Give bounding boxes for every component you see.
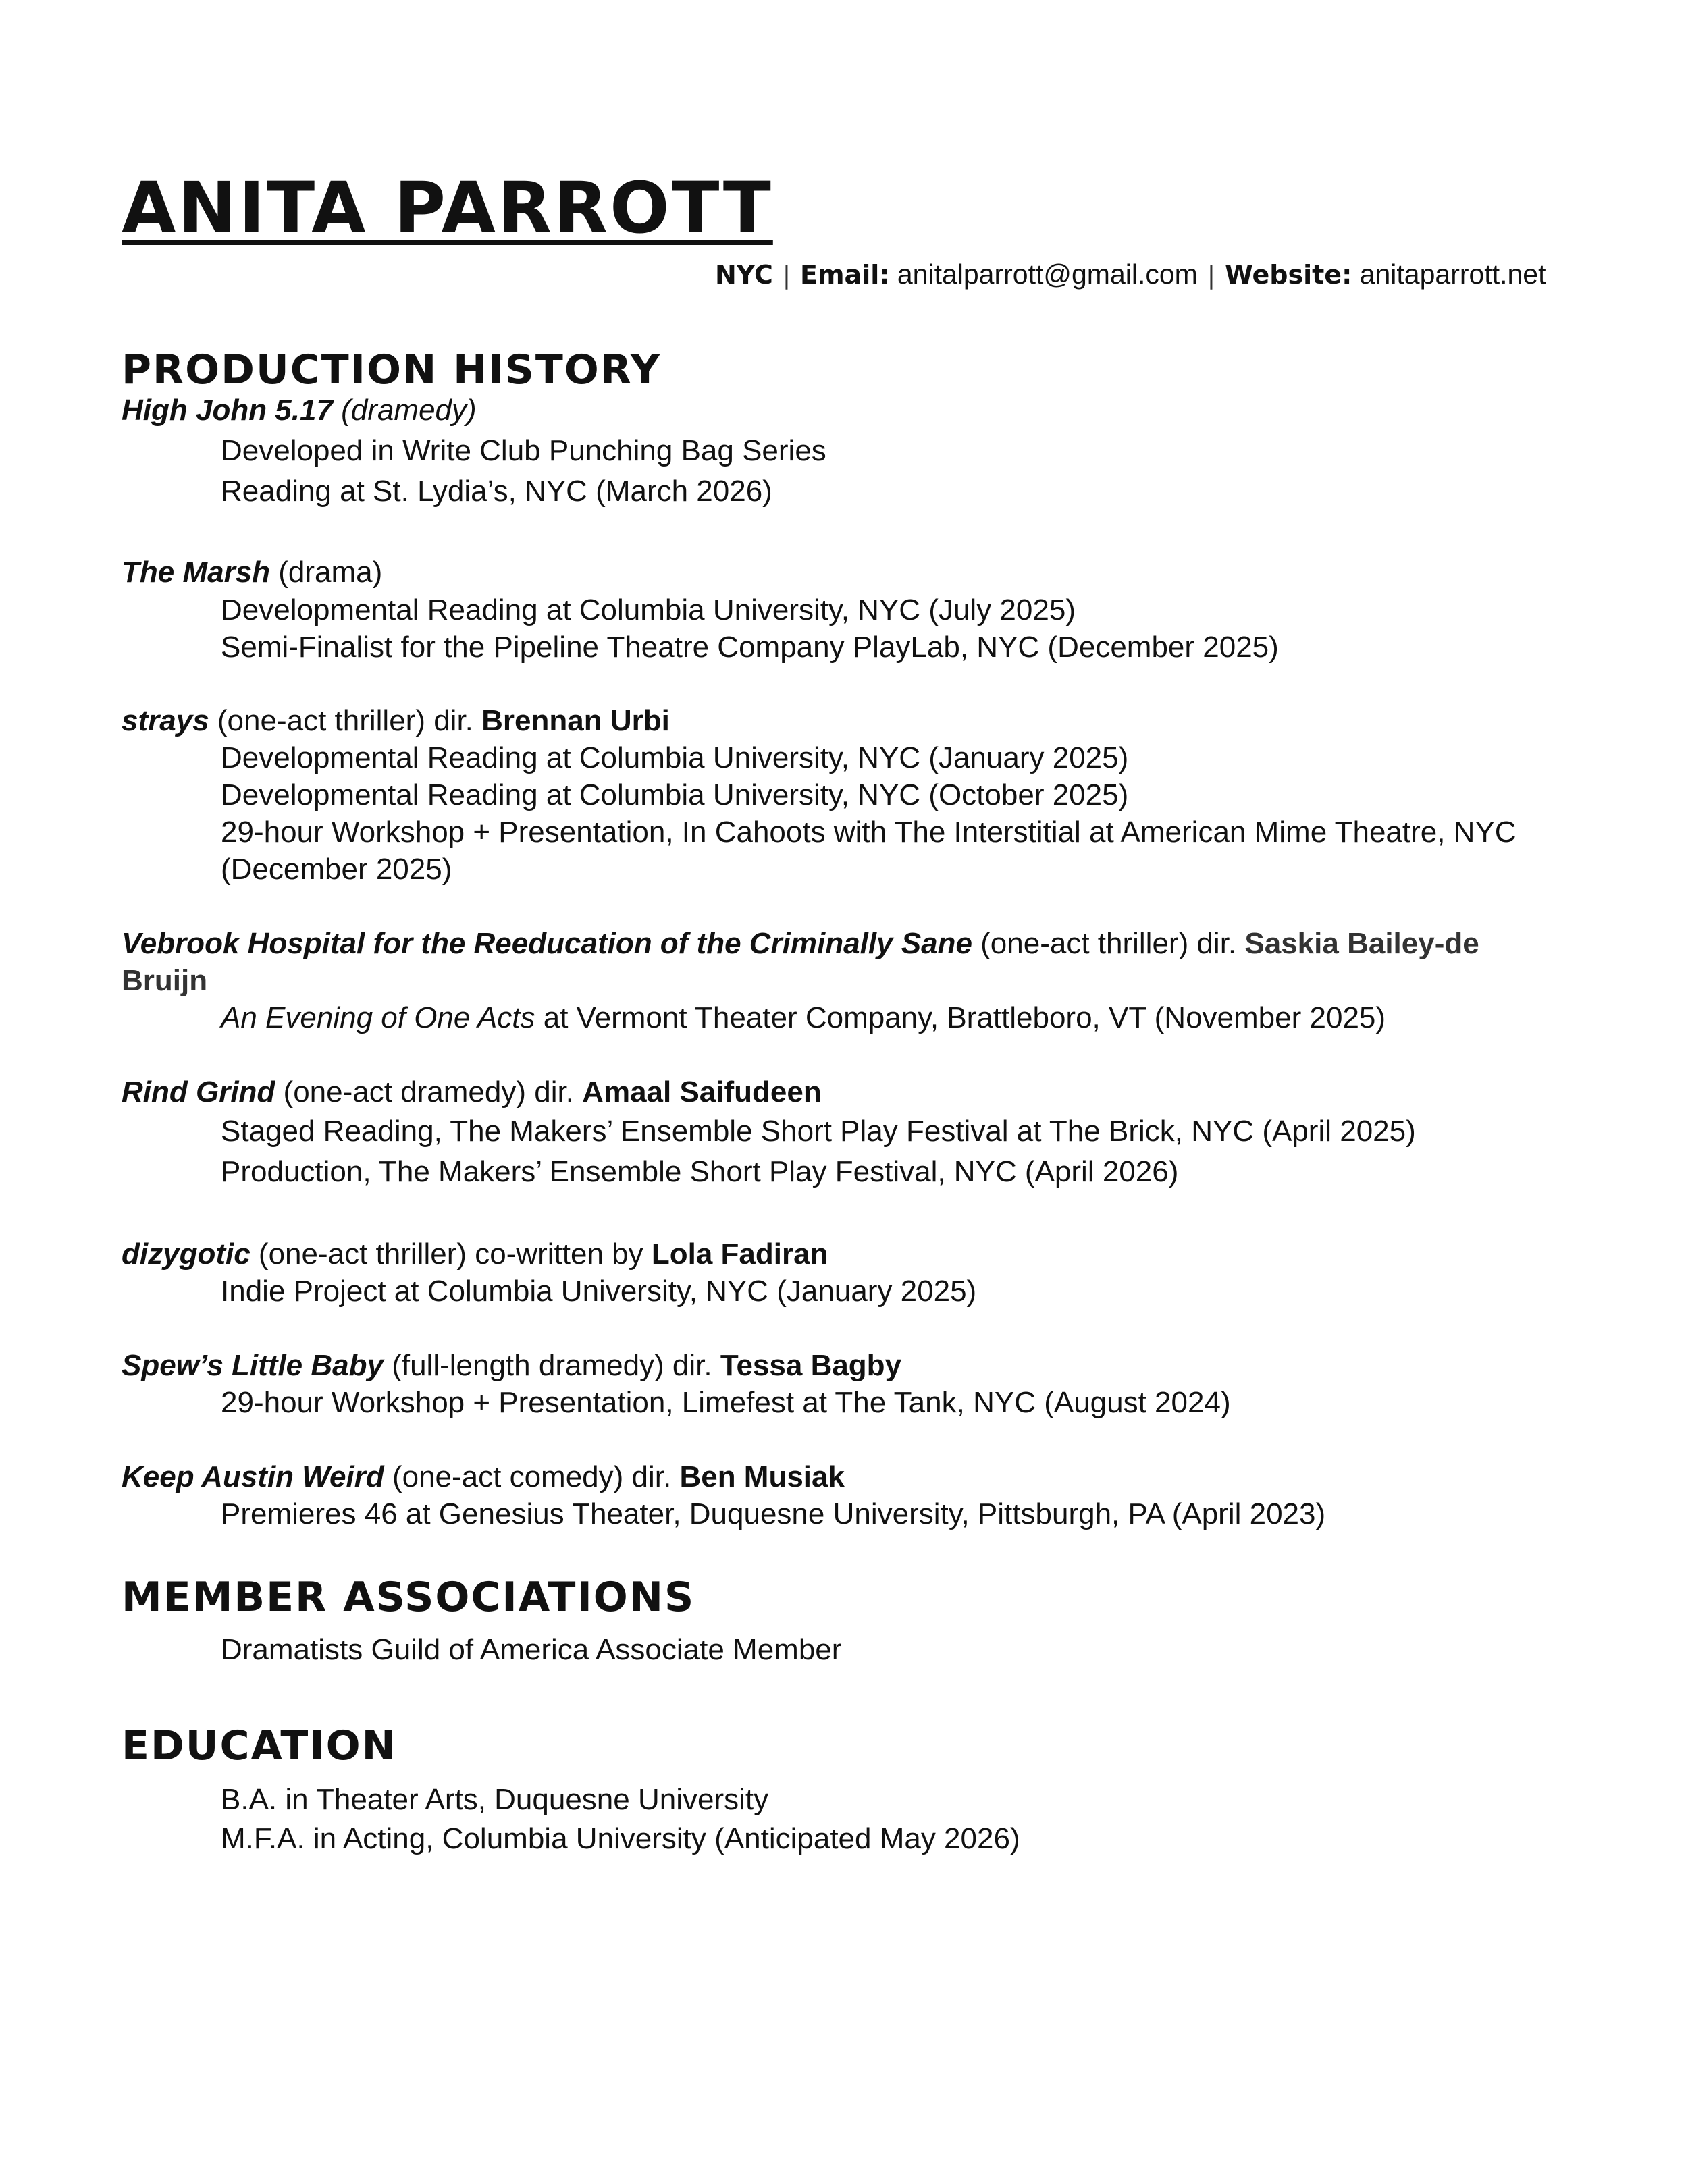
production-detail: Premieres 46 at Genesius Theater, Duquesne University, Pittsburgh, PA (April 2023) [221,1497,1326,1530]
production-detail: Production, The Makers’ Ensemble Short Play Festival, NYC (April 2026) [221,1155,1179,1188]
section-heading-production-history: PRODUCTION HISTORY [122,346,662,394]
production-genre: (one-act thriller) dir. [972,927,1245,960]
production-detail-venue: at Vermont Theater Company, Brattleboro, VT (November 2025) [535,1001,1386,1034]
production-detail: Developmental Reading at Columbia University, NYC (January 2025) [221,741,1129,774]
production-title: strays [122,704,209,737]
resume-name: ANITA PARROTT [122,167,773,249]
production-director: Saskia Bailey-de [1244,927,1479,960]
production-director: Brennan Urbi [481,704,670,737]
production-genre: (one-act dramedy) dir. [275,1075,583,1109]
production-title-line [122,392,477,429]
association-item: Dramatists Guild of America Associate Member [221,1633,842,1666]
website-label: Website: [1224,260,1352,290]
production-detail: Developmental Reading at Columbia University, NYC (July 2025) [221,593,1076,627]
section-heading-member-associations: MEMBER ASSOCIATIONS [122,1574,695,1621]
production-genre: (one-act comedy) dir. [384,1460,680,1493]
production-detail: (December 2025) [221,853,452,886]
production-title: The Marsh [122,556,271,589]
production-title-line [122,1073,822,1111]
production-detail: Developmental Reading at Columbia University, NYC (October 2025) [221,778,1129,811]
production-director: Tessa Bagby [720,1349,902,1382]
production-genre: (one-act thriller) dir. [209,704,482,737]
production-detail: Developed in Write Club Punching Bag Series [221,434,826,467]
website-value[interactable]: anitaparrott.net [1359,259,1546,290]
section-heading-education: EDUCATION [122,1722,397,1769]
production-title-line [122,1458,845,1496]
contact-separator: | [782,262,791,290]
production-title-line [122,925,1479,963]
production-detail: Reading at St. Lydia’s, NYC (March 2026) [221,475,772,508]
production-director: Lola Fadiran [651,1237,828,1271]
production-genre: (full-length dramedy) dir. [383,1349,720,1382]
production-title-line [122,1347,901,1385]
production-title: Keep Austin Weird [122,1460,384,1493]
production-director: Amaal Saifudeen [582,1075,822,1109]
production-title-line [122,1235,828,1273]
production-detail-event: An Evening of One Acts [221,1001,535,1034]
production-genre: (drama) [270,556,383,589]
production-detail: 29-hour Workshop + Presentation, Limefest at The Tank, NYC (August 2024) [221,1386,1231,1419]
production-title: High John 5.17 [122,394,333,427]
email-value[interactable]: anitalparrott@gmail.com [897,259,1198,290]
production-director: Ben Musiak [679,1460,845,1493]
production-title: Spew’s Little Baby [122,1349,384,1382]
production-genre: (one-act thriller) co-written by [250,1237,652,1271]
production-director-continued: Bruijn [122,964,208,997]
education-item: B.A. in Theater Arts, Duquesne University [221,1783,769,1816]
production-detail: Indie Project at Columbia University, NYC (January 2025) [221,1275,977,1308]
production-title: Vebrook Hospital for the Reeducation of the Criminally Sane [122,927,972,960]
education-item: M.F.A. in Acting, Columbia University (Anticipated May 2026) [221,1822,1020,1855]
production-detail: Semi-Finalist for the Pipeline Theatre Company PlayLab, NYC (December 2025) [221,631,1279,664]
production-detail [221,999,1386,1037]
production-detail: Staged Reading, The Makers’ Ensemble Short Play Festival at The Brick, NYC (April 2025) [221,1115,1416,1148]
contact-city: NYC [715,260,773,290]
production-genre: (dramedy) [332,394,477,427]
production-title: dizygotic [122,1237,250,1271]
contact-line [715,255,1546,295]
contact-separator: | [1207,262,1215,290]
production-title: Rind Grind [122,1075,275,1109]
production-title-line [122,554,382,591]
production-detail: 29-hour Workshop + Presentation, In Cahoots with The Interstitial at American Mime Theatre, NYC [221,816,1516,849]
production-title-line [122,702,670,740]
email-label: Email: [800,260,890,290]
